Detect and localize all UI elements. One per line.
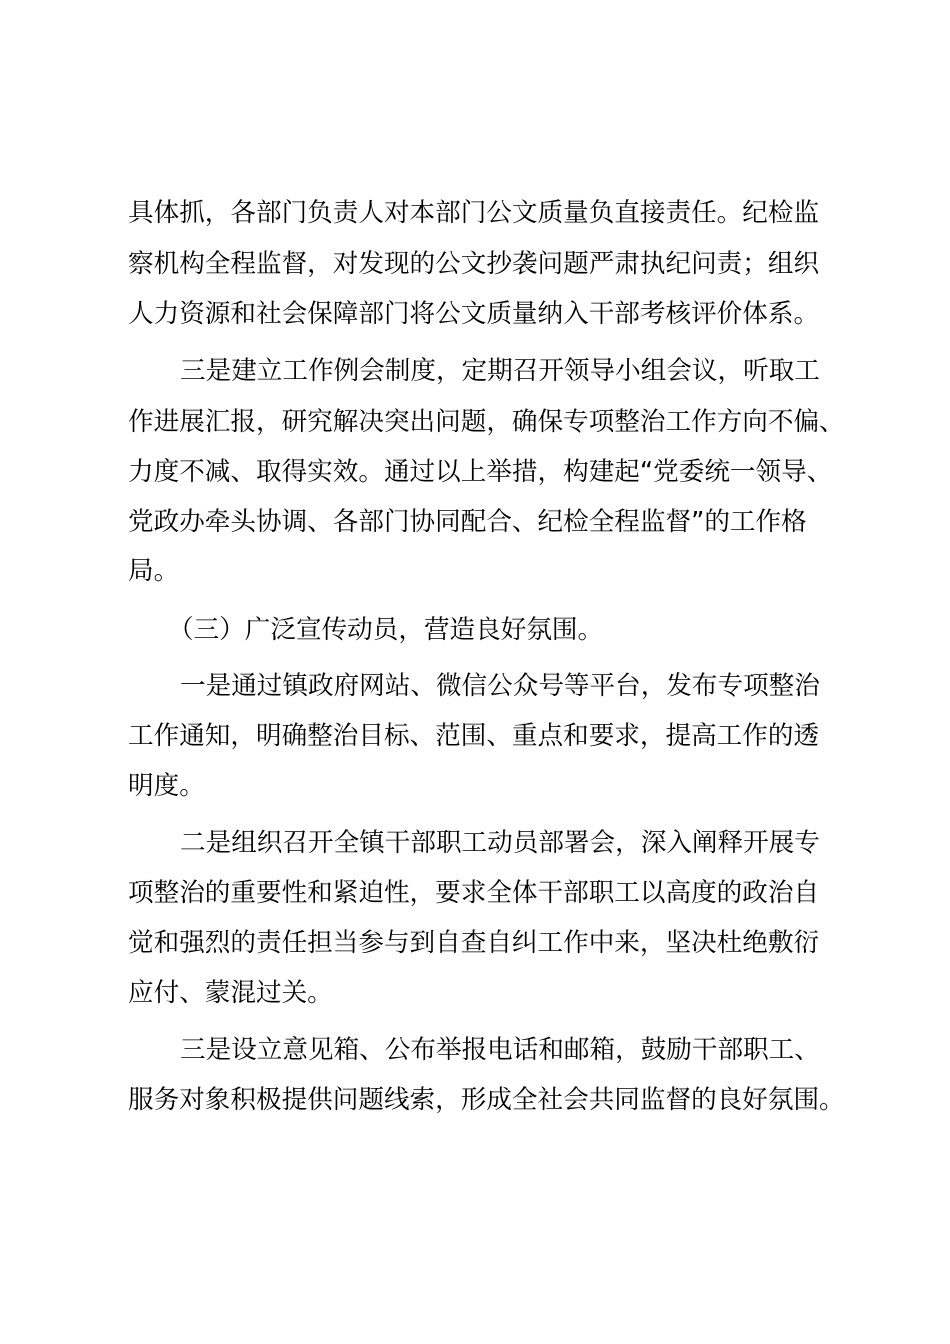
paragraph-start-line: 三是设立意见箱、公布举报电话和邮箱，鼓励干部职工、 [180,1035,820,1065]
text-line: 觉和强烈的责任担当参与到自查自纠工作中来，坚决杜绝敷衍 [128,928,820,958]
paragraph-start-line: 一是通过镇政府网站、微信公众号等平台，发布专项整治 [180,671,820,701]
text-line: 明度。 [128,771,205,801]
text-line: 工作通知，明确整治目标、范围、重点和要求，提高工作的透 [128,721,820,751]
text-line: 应付、蒙混过关。 [128,978,333,1008]
text-line: 察机构全程监督，对发现的公文抄袭问题严肃执纪问责；组织 [128,249,820,279]
text-line: 具体抓，各部门负责人对本部门公文质量负直接责任。纪检监 [128,198,820,228]
text-line: 局。 [128,556,180,586]
text-line: 作进展汇报，研究解决突出问题，确保专项整治工作方向不偏、 [128,407,845,437]
section-heading: （三）广泛宣传动员，营造良好氛围。 [168,615,604,645]
paragraph-start-line: 二是组织召开全镇干部职工动员部署会，深入阐释开展专 [180,828,820,858]
text-line: 项整治的重要性和紧迫性，要求全体干部职工以高度的政治自 [128,878,820,908]
text-line: 党政办牵头协调、各部门协同配合、纪检全程监督”的工作格 [128,507,807,537]
paragraph-start-line: 三是建立工作例会制度，定期召开领导小组会议，听取工 [180,356,820,386]
text-line: 服务对象积极提供问题线索，形成全社会共同监督的良好氛围。 [128,1085,845,1115]
text-line: 人力资源和社会保障部门将公文质量纳入干部考核评价体系。 [128,299,820,329]
text-line: 力度不减、取得实效。通过以上举措，构建起“党委统一领导、 [128,457,833,487]
